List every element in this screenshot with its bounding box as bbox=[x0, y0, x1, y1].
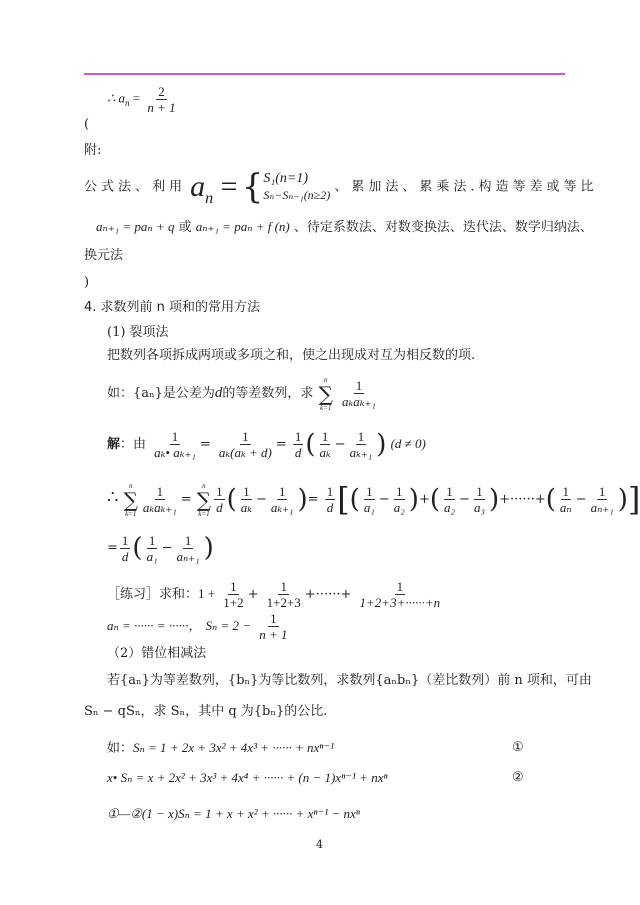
telescoping-sum: ∴ n ∑ k=1 $\frac{1}{\text{aₖaₖ₊₁}}$ = n ∑ k=1 $\frac{1}{d}$ ( $\frac{1}{\text{aₖ}}$ − $\frac{1}{\text{aₖ₊₁}}$ )= $\frac{1}{d}$ [( $\frac{1}{\text{a₁}}$ − $\frac{1}{\text{a₂}}$ )+( $\frac{1}{\text{a₂}}$ − $\frac{1}{\text{a₃}}$ )+······+( $\frac{1}{\text{aₙ}}$ − $\frac{1}{\text{aₙ₊₁}}$ )] bbox=[107, 480, 640, 519]
sigma-sum: n ∑ k=1 bbox=[318, 375, 333, 412]
practice-exercise: ［练习］求和：1 + $\frac{1}{1+2}$ + $\frac{1}{1+2+3}$ +······+ $\frac{1}{1+2+3+\cdot\cdot\cdot\cdot\cdot\cdot+n}$ bbox=[107, 579, 441, 610]
page-number: 4 bbox=[316, 838, 323, 851]
subsection-1-description: 把数列各项拆成两项或多项之和，使之出现成对互为相反数的项. bbox=[107, 348, 476, 363]
substitution-method: 换元法 bbox=[84, 248, 124, 263]
equation-2: x• Sₙ = x + 2x² + 3x³ + 4x⁴ + ······ + (n − 1)xⁿ⁻¹ + nxⁿ bbox=[107, 770, 388, 785]
open-paren: ( bbox=[84, 117, 90, 132]
equation-1: 如：Sₙ = 1 + 2x + 3x² + 4x³ + ······ + nxⁿ⁻¹ bbox=[107, 740, 335, 756]
practice-answer: aₙ = ······ = ······， Sₙ = 2 − $\frac{1}{n + 1}$ bbox=[107, 611, 288, 642]
sum-result: = $\frac{1}{d}$ ( $\frac{1}{\text{a₁}}$ − $\frac{1}{\text{aₙ₊₁}}$ ) bbox=[107, 532, 214, 564]
equation-1-tag: ① bbox=[512, 740, 524, 755]
therefore-an-formula: ∴ $a_n$ = $\frac{2}{n + 1}$ bbox=[107, 84, 176, 115]
header-rule bbox=[84, 73, 565, 75]
solution-1: 解：由 $\frac{1}{\text{aₖ• aₖ₊₁}}$ = $\frac{1}{\text{aₖ(aₖ + d)}}$ = $\frac{1}{d}$ ( $\frac{1}{\text{aₖ}}$ − $\frac{1}{\text{aₖ₊₁}}$ ) (d ≠ 0) bbox=[107, 429, 426, 460]
formula-method-line: 公式法、利用 $a_n$ = { S₁(n=1) Sₙ−Sₙ₋₁(n≥2) 、累加法、累乘法.构造等差或等比 bbox=[84, 167, 598, 207]
piecewise-cases: S₁(n=1) Sₙ−Sₙ₋₁(n≥2) bbox=[263, 171, 331, 202]
equation-2-tag: ② bbox=[512, 770, 524, 785]
subsection-2-title: （2）错位相减法 bbox=[107, 646, 207, 661]
subsection-1-title: (1) 裂项法 bbox=[107, 325, 169, 340]
section-4-heading: 4. 求数列前 n 项和的常用方法 bbox=[84, 300, 261, 315]
subsection-2-description-cont: Sₙ − qSₙ，求 Sₙ，其中 q 为{bₙ}的公比. bbox=[84, 704, 328, 719]
close-paren: ) bbox=[84, 275, 90, 290]
appendix-label: 附: bbox=[84, 143, 102, 158]
example-1: 如：{aₙ}是公差为d的等差数列，求 n ∑ k=1 $\frac{1}{\text{aₖaₖ₊₁}}$ bbox=[107, 375, 376, 412]
recurrence-methods-line: aₙ₊₁ = paₙ + q 或 aₙ₊₁ = paₙ + f (n) 、待定系数法、对数变换法、迭代法、数学归纳法、 bbox=[96, 219, 593, 235]
equation-3: ①—②(1 − x)Sₙ = 1 + x + x² + ······ + xⁿ⁻¹ − nxⁿ bbox=[107, 806, 360, 821]
left-brace: { bbox=[241, 167, 264, 207]
subsection-2-description: 若{aₙ}为等差数列，{bₙ}为等比数列，求数列{aₙbₙ}（差比数列）前 n 项和，可由 bbox=[107, 673, 592, 688]
big-an: $a_n$ bbox=[190, 170, 214, 207]
